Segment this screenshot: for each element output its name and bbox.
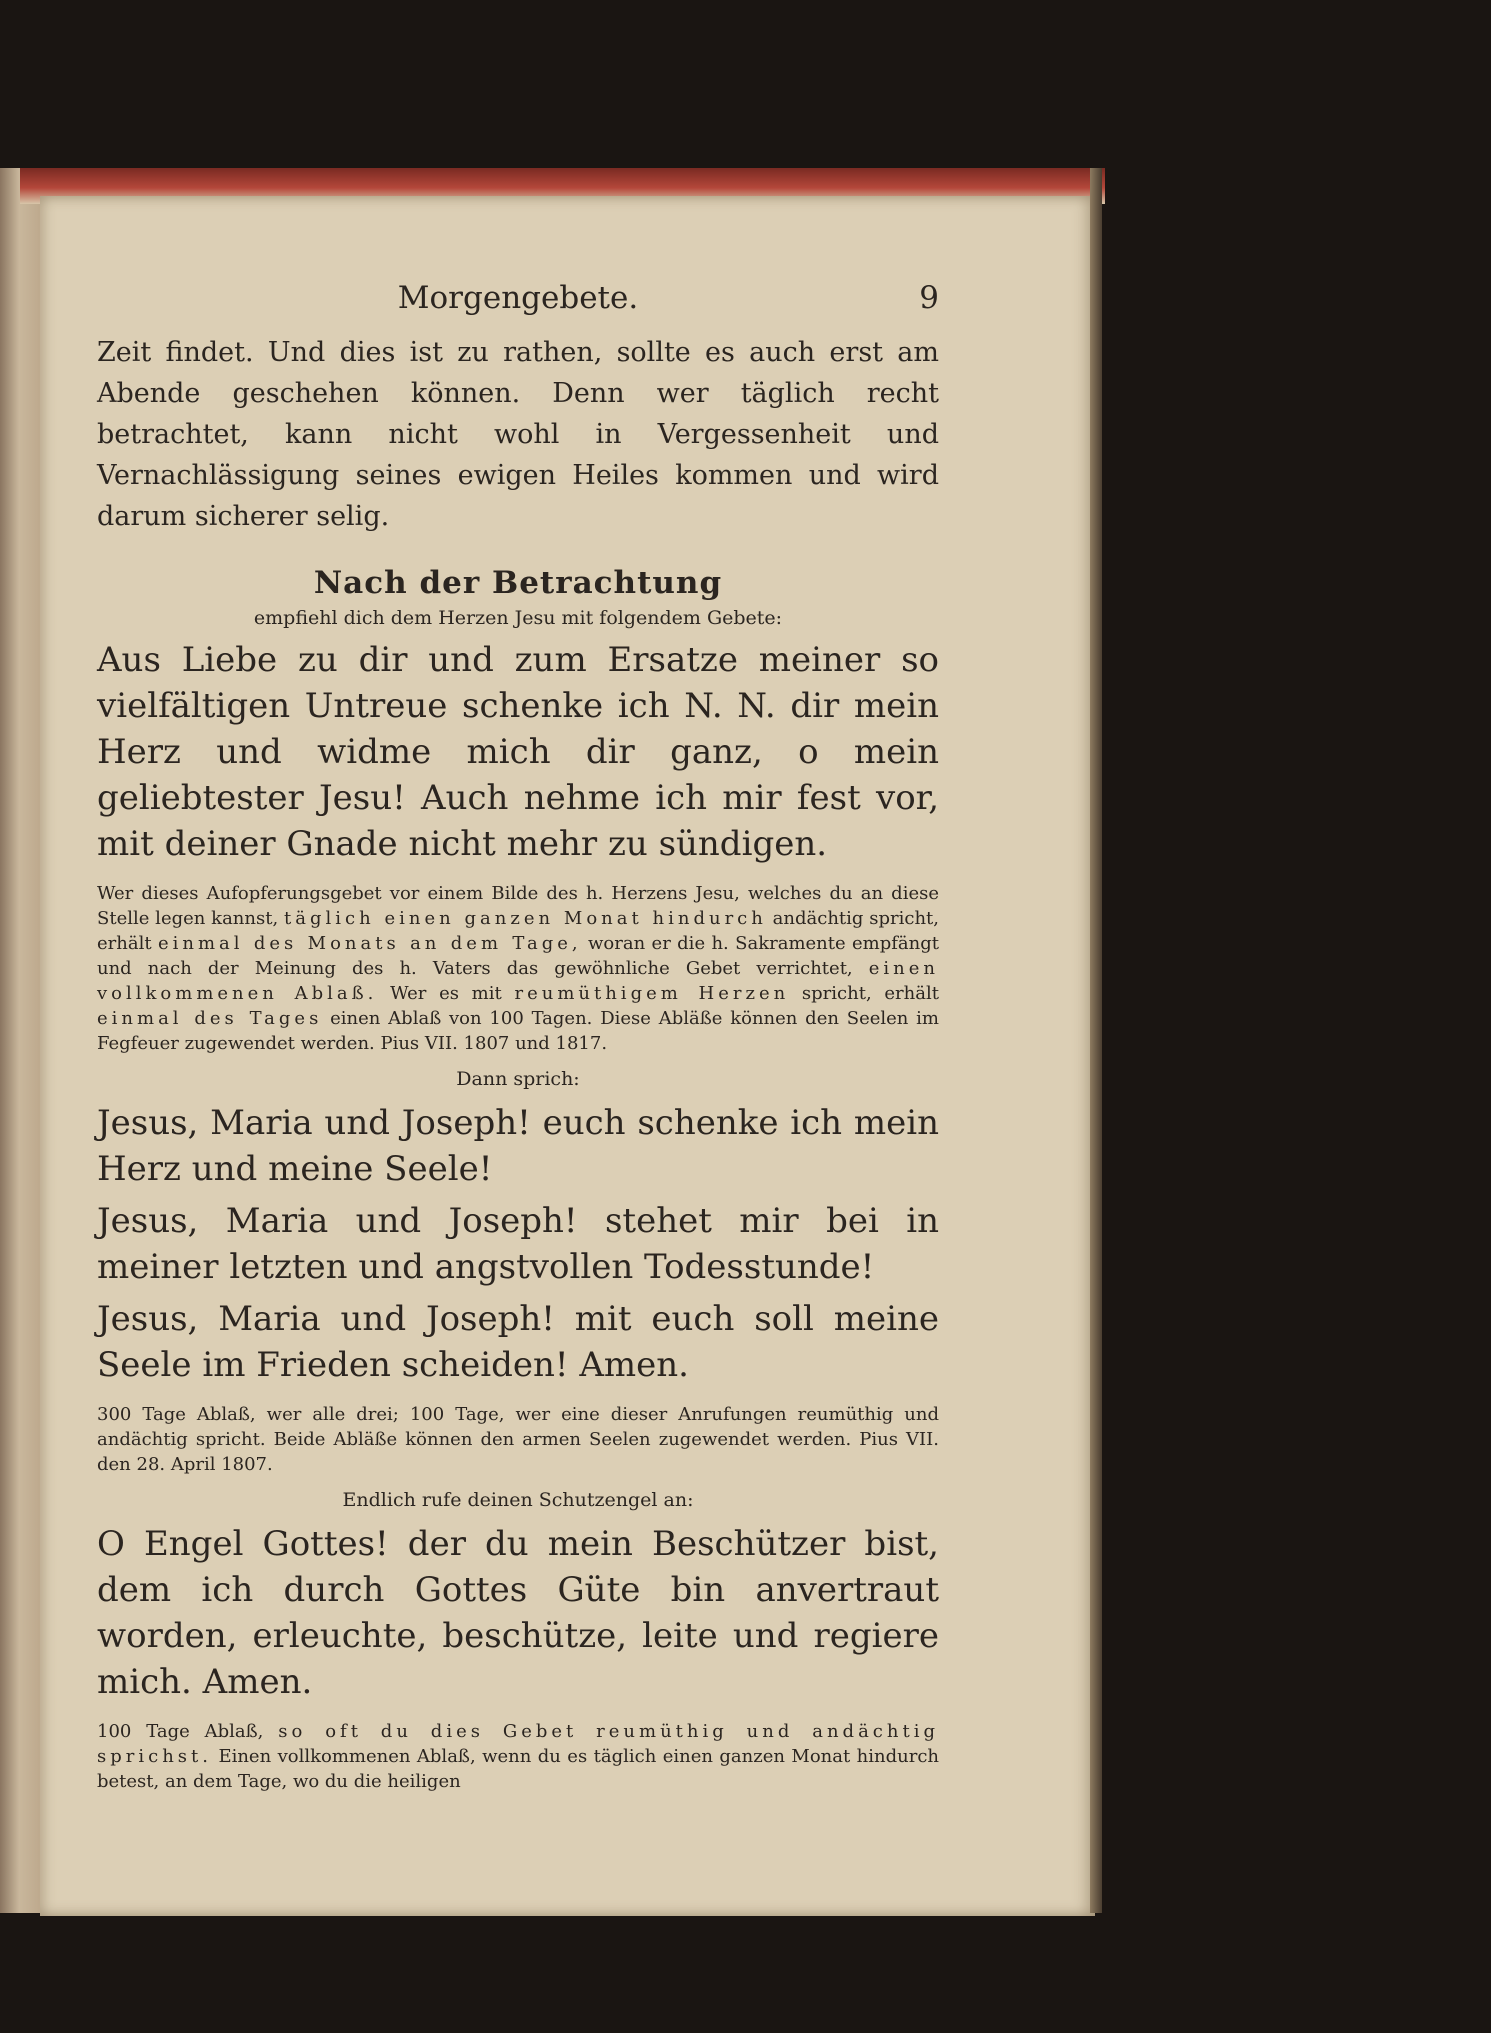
paragraph-1: Zeit findet. Und dies ist zu rathen, sollte es auch erst am Abende geschehen können. Denn wer täglich recht betrachtet, kann nicht wohl in Vergessenheit und Vernachlässigung seines ewigen Heiles kommen und wird darum sicherer selig. [97, 337, 939, 532]
note-1-text-e: woran er die h. Sakramente empfängt und nach der Meinung des h. Vaters das gewöhnliche Gebet verrichtet, [97, 933, 939, 979]
prayer-2: Jesus, Maria und Joseph! euch schenke ich mein Herz und meine Seele! [97, 1103, 939, 1189]
instruction-dann-sprich: Dann sprich: [456, 1068, 580, 1090]
page-text [97, 280, 939, 1794]
prayer-4: Jesus, Maria und Joseph! mit euch soll meine Seele im Frieden scheiden! Amen. [97, 1299, 939, 1385]
note-3-text-b: so oft du dies Gebet reumüthig und andächtig sprichst. [97, 1721, 939, 1767]
page-number: 9 [919, 280, 939, 316]
section-subheading: empfiehl dich dem Herzen Jesu mit folgendem Gebete: [253, 607, 783, 629]
note-1-text-a: Wer dieses Aufopferungsgebet vor einem Bilde des h. Herzens Jesu, welches du an diese Stelle legen kannst, [97, 883, 939, 929]
note-1-text-b: täglich einen ganzen Monat hindurch [284, 908, 767, 929]
note-1-text-j: einmal des Tages [97, 1008, 323, 1029]
prayer-5: O Engel Gottes! der du mein Beschützer bist, dem ich durch Gottes Güte bin anvertraut worden, erleuchte, beschütze, leite und regiere mich. Amen. [97, 1524, 939, 1702]
note-1-text-g: Wer es mit [390, 983, 502, 1004]
note-1-text-d: einmal des Monats an dem Tage, [157, 933, 582, 954]
indulgence-note-2: 300 Tage Ablaß, wer alle drei; 100 Tage, wer eine dieser Anrufungen reumüthig und andächtig spricht. Beide Abläße können den armen Seelen zugewendet werden. Pius VII. den 28. April 1807. [97, 1404, 939, 1475]
running-title: Morgengebete. [397, 280, 639, 316]
prayer-3: Jesus, Maria und Joseph! stehet mir bei in meiner letzten und angstvollen Todesstunde! [97, 1201, 939, 1287]
note-3-text-c: Einen vollkommenen Ablaß, wenn du es täglich einen ganzen Monat hindurch betest, an dem Tage, wo du die heiligen [97, 1746, 939, 1792]
instruction-schutzengel: Endlich rufe deinen Schutzengel an: [342, 1489, 694, 1511]
note-1-text-i: spricht, erhält [801, 983, 939, 1004]
note-3-text-a: 100 Tage Ablaß, [97, 1721, 264, 1742]
note-1-text-h: reumüthigem Herzen [514, 983, 790, 1004]
page-right-edge [1090, 168, 1102, 1913]
indulgence-note-3 [97, 1719, 939, 1794]
section-heading: Nach der Betrachtung [313, 565, 723, 601]
indulgence-note-1 [97, 881, 939, 1056]
running-head [97, 280, 939, 324]
prayer-1: Aus Liebe zu dir und zum Ersatze meiner so vielfältigen Untreue schenke ich N. N. dir mein Herz und widme mich dir ganz, o mein geliebtester Jesu! Auch nehme ich mir fest vor, mit deiner Gnade nicht mehr zu sündigen. [97, 640, 939, 864]
note-1-text-k: einen Ablaß von 100 Tagen. Diese Abläße können den Seelen im Fegfeuer zugewendet werden. Pius VII. 1807 und 1817. [97, 1008, 940, 1054]
note-1-text-c: andächtig spricht, erhält [97, 908, 939, 954]
note-1-text-f: einen vollkommenen Ablaß. [97, 958, 939, 1004]
